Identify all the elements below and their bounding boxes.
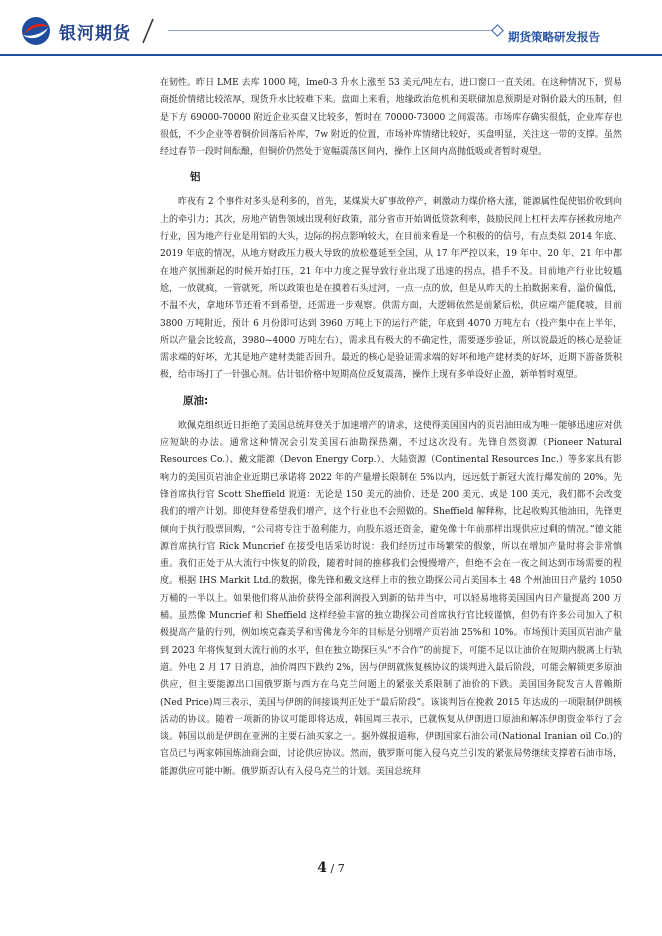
current-page: 4 [317, 860, 328, 876]
copper-paragraph: 在韧性。昨日 LME 去库 1000 吨，lme0-3 升水上涨至 53 美元/吨左右，进口窗口一直关闭。在这种情况下，贸易商挺价情绪比较浓厚，现货升水比较难下来。盘面上来看，地缘政治危机和美联储加息预期是对铜价最大的压制，但是下方 69000-70000 附近企业买盘又比较多，暂时在 70000-73000 之间震荡。市场库存确实很低，企业库存也很低，不少企业等着铜价回落后补库，7w 附近的位置，市场补库情绪比较好，买盘明显，关注这一带的支撑。虽然经过春节一段时间酝酿，但铜价仍然处于宽幅震荡区间内，操作上区间内高抛低吸或者暂时观望。 [160, 78, 622, 158]
company-name: 银河期货 [59, 23, 131, 44]
galaxy-logo-icon [20, 16, 52, 46]
slash-divider-icon [141, 18, 155, 44]
total-pages: 7 [337, 862, 345, 875]
report-title: 期货策略研发报告 [508, 30, 600, 44]
report-body [160, 75, 622, 781]
company-logo [20, 16, 131, 46]
crude-oil-paragraph: 欧佩克组织近日拒绝了美国总统拜登关于加速增产的请求，这使得美国国内的页岩油田成为唯一能够迅速应对供应短缺的办法。通常这种情况会引发美国石油勘探热潮，不过这次没有。先锋自然资源（Pioneer Natural Resources Co.）、戴文能源（Devon Energy Corp.）、大陆资源（Continental Resources Inc.）等多家具有影响力的美国页岩油企业近期已承诺将 2022 年的产量增长限制在 5%以内，远远低于新冠大流行爆发前的 20%。先锋首席执行官 Scott Sheffield 说道：无论是 150 美元的油价、还是 200 美元、或是 100 美元，我们都不会改变我们的增产计划。即使拜登希望我们增产，这个行业也不会照做的。Sheffield 解释称，比起收购其他油田，先锋更倾向于执行股票回购，“公司将专注于盈利能力，向股东返还资金，避免像十年前那样出现供应过剩的情况。”德文能源首席执行官 Rick Muncrief 在接受电话采访时说：我们经历过市场繁荣的假象，所以在增加产量时将会非常慎重。我们正处于从大流行中恢复的阶段，随着时间的推移我们会慢慢增产，但绝不会在一夜之间达到市场需要的程度。根据 IHS Markit Ltd.的数据，像先锋和戴文这样上市的独立勘探公司占美国本土 48 个州油田日产量约 1050 万桶的一半以上。如果他们将从油价获得全部利润投入到新的钻井当中，可以轻易地将美国国内日产量提高 200 万桶。虽然像 Muncrief 和 Sheffield 这样经验丰富的独立勘探公司首席执行官比较谨慎，但仍有许多公司加入了积极提高产量的行列，例如埃克森美孚和雪佛龙今年的目标是分别增产页岩油 25%和 10%。市场预计美国页岩油产量到 2023 年将恢复到大流行前的水平，但在独立勘探巨头“不合作”的前提下，可能不足以让油价在短期内脱离上行轨道。外电 2 月 17 日消息，油价周四下跌约 2%，因与伊朗就恢复核协议的谈判进入最后阶段，可能会解锁更多原油供应，但主要能源出口国俄罗斯与西方在乌克兰问题上的紧张关系限制了油价的下跌。美国国务院发言人普赖斯(Ned Price)周三表示，美国与伊朗的间接谈判正处于“最后阶段”。该谈判旨在挽救 2015 年达成的一项限制伊朗核活动的协议。随着一项新的协议可能即将达成，韩国周三表示，已就恢复从伊朗进口原油和解冻伊朗资金举行了会谈。韩国以前是伊朗在亚洲的主要石油买家之一。据外媒报道称，伊朗国家石油公司(National Iranian oil Co.)的官员已与两家韩国炼油商会面，讨论供应协议。然而，俄罗斯可能入侵乌克兰引发的紧张局势继续支撑着石油市场，能源供应可能中断。俄罗斯否认有入侵乌克兰的计划。美国总统拜 [160, 420, 622, 777]
diamond-icon [491, 24, 504, 37]
header-line [168, 30, 496, 31]
page-header [0, 0, 662, 60]
header-rule [0, 54, 662, 56]
page-separator: / [327, 862, 338, 875]
crude-oil-heading: 原油: [183, 394, 209, 407]
page-footer [0, 860, 662, 876]
aluminum-paragraph: 昨夜有 2 个事件对多头是利多的，首先，某煤炭大矿事故停产，刺激动力煤价格大涨，能源属性促使铝价收到向上的牵引力；其次，房地产销售领域出现利好政策，部分省市开始调低贷款利率，鼓励民间上杠杆去库存拯救房地产行业，因为地产行业是用铝的大头，边际的拐点影响较大，在目前来看是一个积极的的信号，有点类似 2014 年底、2019 年底的情况，从地方财政压力极大导致的放松蔓延至全国，从 17 年严控以来，19 年中、20 年、21 年中都在地产氛围渐起的时候开始打压，21 年中力度之猩导致行业出现了迅速的拐点，措手不及。目前地产行业比较尴尬，一放就疯，一管就死，所以政策也是在摸着石头过河，一点一点的放，但是从昨天的土拍数据来看，溢价偏低，不温不火，拿地环节还看不到希望，还需进一步观察。供需方面，大逻辑依然是前紧后松，供应端产能爬坡，目前 3800 万吨附近，预计 6 月份即可达到 3960 万吨上下的运行产能，年底到 4070 万吨左右（投产集中在上半年，所以产量会比较高，3980~4000 万吨左右），需求具有极大的不确定性，需要逐步验证，所以说最近的核心是验证需求端的好坏，尤其是地产建材类能否回升。最近的核心是验证需求端的好坏和地产建材类的好坏，近期下游备货积极，给市场打了一针强心剂。估计铝价格中短期高位反复震荡，操作上现有多单设好止盈，新单暂时观望。 [160, 197, 622, 381]
aluminum-heading: 铝 [190, 171, 201, 184]
